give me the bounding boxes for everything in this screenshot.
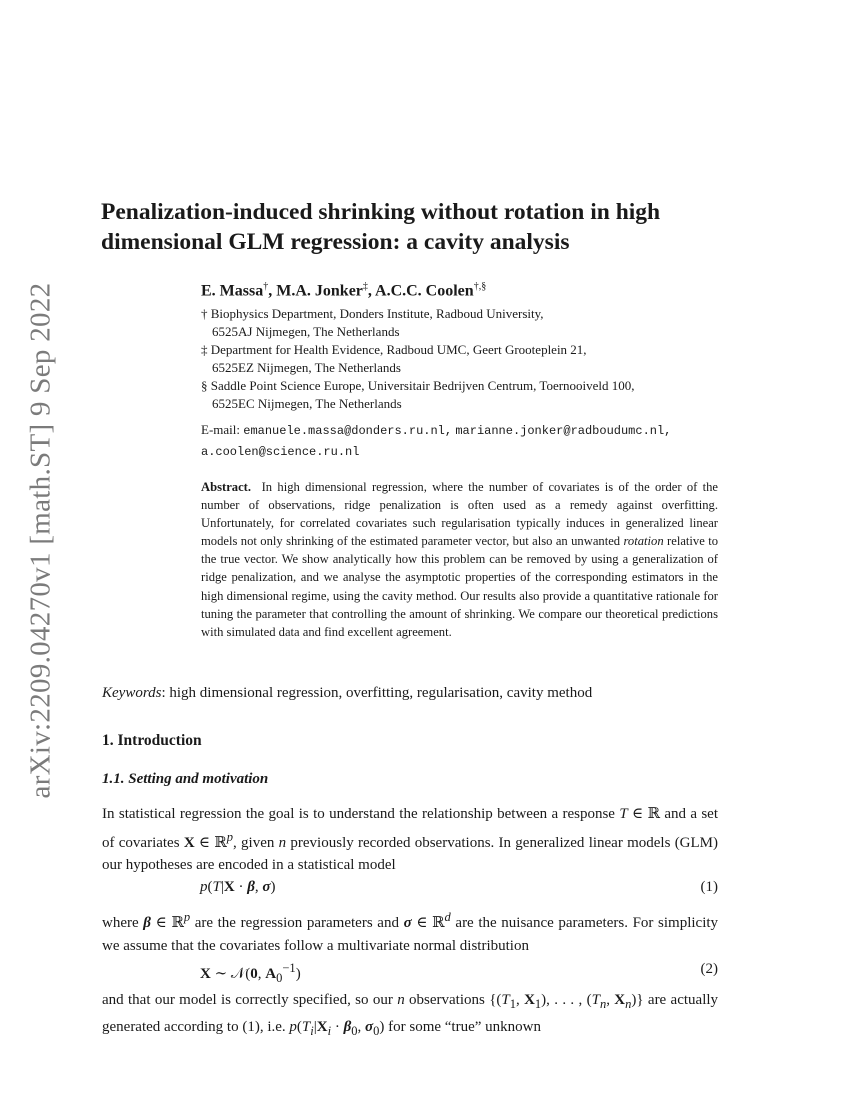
subsection-heading: 1.1. Setting and motivation	[102, 771, 269, 787]
affiliation	[201, 341, 721, 377]
abstract-text: relative to the true vector. We show analytically how this problem can be removed by using a generalization of ridge penalization, and we analyse the asymptotic properties of the corresponding estimators in the high dimensional regime, using the cavity method. Our results also provide a quantitative rationale for tuning the parameter that controlling the amount of shrinking. We compare our theoretical predictions with simulated data and find excellent agreement.	[201, 534, 718, 639]
paragraph-text: where	[102, 915, 139, 931]
paragraph-text: are actually generated according to (1), i.e.	[102, 992, 719, 1035]
paragraph: In statistical regression the goal is to understand the relationship between a response T ∈ ℝ and a set of covariates X ∈ ℝ$^p$, given n previously recorded observations. In generalized linear models (GLM) our hypotheses are encoded in a statistical model	[102, 806, 719, 873]
equation-number: (2)	[700, 961, 718, 977]
arxiv-stamp	[18, 282, 64, 798]
affiliation-line: 6525AJ Nijmegen, The Netherlands	[212, 324, 400, 339]
affiliation	[201, 305, 721, 341]
author-list: E. Massa†, M.A. Jonker‡, A.C.C. Coolen†,§	[201, 281, 487, 300]
author-name: E. Massa	[201, 282, 264, 300]
abstract-emphasis: rotation	[623, 534, 664, 549]
email-label: E-mail:	[201, 422, 240, 437]
section-heading: 1. Introduction	[102, 732, 202, 749]
email-address[interactable]: marianne.jonker@radboudumc.nl,	[455, 424, 672, 438]
keywords-label: Keywords	[102, 685, 162, 701]
author-name: A.C.C. Coolen	[375, 282, 474, 300]
paragraph-text: observations	[409, 992, 485, 1008]
keywords	[102, 685, 592, 702]
equation-math: p(T|X · β, σ)	[200, 879, 276, 895]
paragraph-text: are the nuisance parameters. For simplicity we assume that the covariates follow a multivariate normal distribution	[102, 915, 719, 954]
abstract	[201, 478, 718, 641]
author-name: M.A. Jonker	[276, 282, 363, 300]
affiliation-line: † Biophysics Department, Donders Institute, Radboud University,	[201, 306, 544, 321]
affiliation-line: § Saddle Point Science Europe, Universitair Bedrijven Centrum, Toernooiveld 100,	[201, 378, 635, 393]
paragraph-text: for some “true” unknown	[388, 1018, 541, 1035]
author-mark: †,§	[473, 281, 487, 292]
affiliation-line: ‡ Department for Health Evidence, Radboud UMC, Geert Grooteplein 21,	[201, 342, 587, 357]
paragraph-text: and that our model is correctly specified, so our	[102, 992, 393, 1008]
abstract-text: In high dimensional regression, where the number of covariates is of the order of the number of observations, ridge penalization is often used as a remedy against overfitting. Unfortunately, for correlated covariates such regularisation typically induces in generalized linear models not only shrinking of the estimated parameter vector, but also an unwanted	[201, 480, 718, 549]
paragraph: where β ∈ ℝ$^p$ are the regression parameters and σ ∈ ℝ$^d$ are the nuisance parameters. For simplicity we assume that the covariates follow a multivariate normal distribution	[102, 910, 719, 954]
email-block	[201, 420, 741, 462]
paragraph-text: , given	[233, 834, 275, 851]
affiliation-line: 6525EZ Nijmegen, The Netherlands	[212, 360, 401, 375]
author-mark: ‡	[362, 281, 368, 292]
equation-math: X ∼ 𝒩(0, $A_0^{-1}$)	[200, 961, 301, 985]
paragraph-text: In statistical regression the goal is to understand the relationship between a response	[102, 806, 615, 822]
paragraph: and that our model is correctly specified, so our n observations {($T_1$, $X_1$), . . . , ($T_n$, $X_n$)} are actually generated according to (1), i.e. $p(T_i|X_i \cdot \beta_0$, $\sigma_0$) for some “true” unknown	[102, 992, 719, 1038]
keywords-text: : high dimensional regression, overfitting, regularisation, cavity method	[161, 685, 593, 701]
paragraph-text: previously recorded observations. In generalized linear models (GLM) our hypotheses are encoded in a statistical model	[102, 834, 719, 873]
affiliation-line: 6525EC Nijmegen, The Netherlands	[212, 396, 402, 411]
arxiv-identifier: arXiv:2209.04270v1 [math.ST] 9 Sep 2022	[24, 282, 57, 798]
email-address[interactable]: emanuele.massa@donders.ru.nl,	[243, 424, 453, 438]
affiliation	[201, 377, 721, 413]
email-address[interactable]: a.coolen@science.ru.nl	[201, 445, 360, 459]
abstract-label: Abstract.	[201, 480, 252, 494]
author-mark: †	[263, 281, 269, 292]
equation-number: (1)	[700, 879, 718, 895]
paragraph-text: are the regression parameters and	[194, 915, 399, 931]
paper-title: Penalization-induced shrinking without rotation in high dimensional GLM regression: a cavity analysis	[101, 199, 661, 255]
paragraph-text: and a set of covariates	[102, 806, 719, 851]
